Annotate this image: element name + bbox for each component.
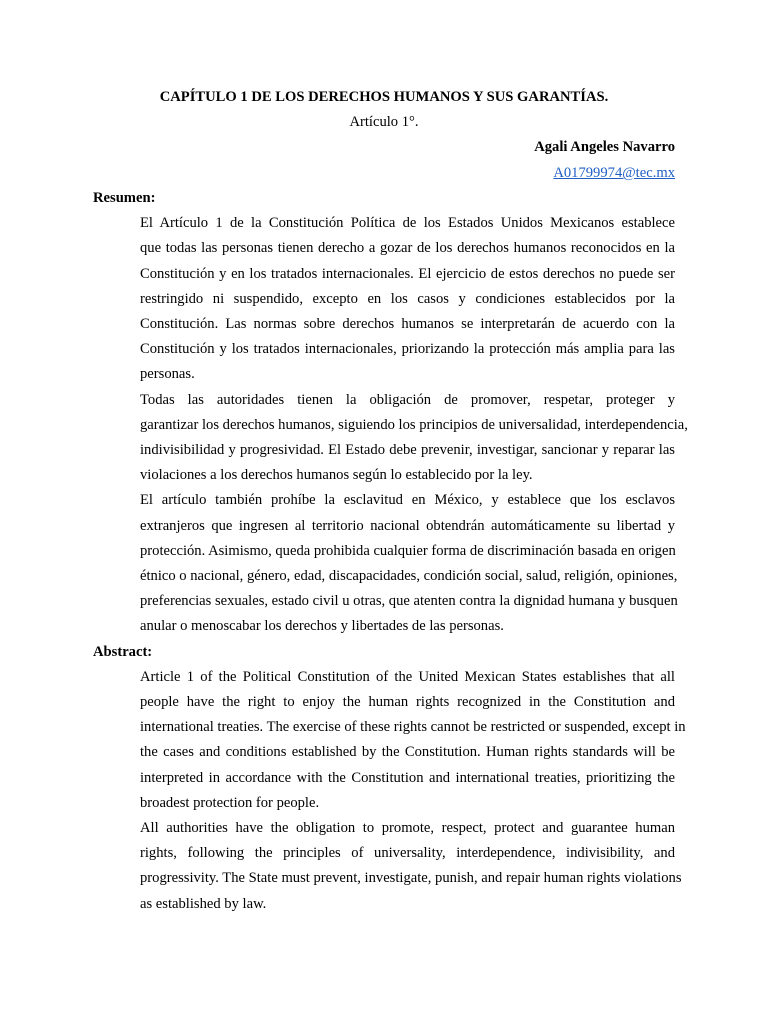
abstract-paragraph-line: progressivity. The State must prevent, investigate, punish, and repair human rights violations: [140, 870, 682, 887]
resumen-paragraph: [93, 488, 678, 639]
resumen-paragraph-line: étnico o nacional, género, edad, discapacidades, condición social, salud, religión, opiniones,: [140, 568, 678, 585]
resumen-paragraph-line: anular o menoscabar los derechos y libertades de las personas.: [140, 618, 504, 635]
resumen-heading: Resumen:: [93, 190, 156, 206]
resumen-paragraph-line: restringido ni suspendido, excepto en los casos y condiciones establecidos por la: [140, 290, 675, 307]
resumen-paragraph-line: violaciones a los derechos humanos según lo establecido por la ley.: [140, 467, 533, 484]
resumen-paragraph-line: Constitución y los tratados internacionales, priorizando la protección más amplia para las: [140, 341, 675, 358]
abstract-paragraph-line: as established by law.: [140, 895, 267, 912]
abstract-paragraph-line: the cases and conditions established by the Constitution. Human rights standards will be: [140, 744, 675, 761]
abstract-paragraph: [93, 665, 686, 816]
resumen-paragraph-line: El Artículo 1 de la Constitución Política de los Estados Unidos Mexicanos establece: [140, 215, 675, 232]
resumen-paragraph-line: protección. Asimismo, queda prohibida cualquier forma de discriminación basada en origen: [140, 542, 676, 559]
author-name: Agali Angeles Navarro: [534, 139, 675, 155]
resumen-paragraph-line: garantizar los derechos humanos, siguiendo los principios de universalidad, interdependencia,: [140, 416, 688, 433]
resumen-paragraph: [93, 388, 688, 489]
author-email: [93, 161, 675, 186]
document-title: CAPÍTULO 1 DE LOS DERECHOS HUMANOS Y SUS GARANTÍAS.: [159, 89, 609, 105]
resumen-paragraph-line: preferencias sexuales, estado civil u otras, que atenten contra la dignidad humana y busquen: [140, 593, 678, 610]
resumen-body: [93, 211, 688, 639]
abstract-heading: Abstract:: [93, 643, 153, 660]
resumen-paragraph-line: personas.: [140, 366, 195, 383]
author-email-link[interactable]: A01799974@tec.mx: [553, 165, 675, 181]
article-subtitle: Artículo 1°.: [349, 114, 419, 130]
document-page: [93, 85, 688, 917]
abstract-paragraph-line: interpreted in accordance with the Constitution and international treaties, prioritizing the: [140, 769, 675, 786]
abstract-paragraph-line: Article 1 of the Political Constitution of the United Mexican States establishes that all: [140, 668, 675, 685]
abstract-paragraph-line: rights, following the principles of universality, interdependence, indivisibility, and: [140, 845, 675, 862]
abstract-body: [93, 665, 686, 917]
resumen-paragraph-line: extranjeros que ingresen al territorio nacional obtendrán automáticamente su libertad y: [140, 517, 675, 534]
resumen-paragraph-line: Constitución. Las normas sobre derechos humanos se interpretarán de acuerdo con la: [140, 316, 675, 333]
resumen-paragraph-line: Constitución y en los tratados internacionales. El ejercicio de estos derechos no puede ser: [140, 265, 675, 282]
abstract-paragraph-line: international treaties. The exercise of these rights cannot be restricted or suspended, except in: [140, 719, 686, 736]
resumen-paragraph-line: Todas las autoridades tienen la obligación de promover, respetar, proteger y: [140, 391, 675, 408]
resumen-paragraph-line: que todas las personas tienen derecho a gozar de los derechos humanos reconocidos en la: [140, 240, 675, 257]
abstract-paragraph: [93, 816, 682, 917]
abstract-paragraph-line: broadest protection for people.: [140, 794, 320, 811]
resumen-paragraph-line: El artículo también prohíbe la esclavitud en México, y establece que los esclavos: [140, 492, 675, 509]
resumen-paragraph-line: indivisibilidad y progresividad. El Estado debe prevenir, investigar, sancionar y reparar las: [140, 442, 675, 459]
resumen-paragraph: [93, 211, 675, 387]
abstract-paragraph-line: people have the right to enjoy the human rights recognized in the Constitution and: [140, 694, 675, 711]
abstract-paragraph-line: All authorities have the obligation to promote, respect, protect and guarantee human: [140, 820, 675, 837]
